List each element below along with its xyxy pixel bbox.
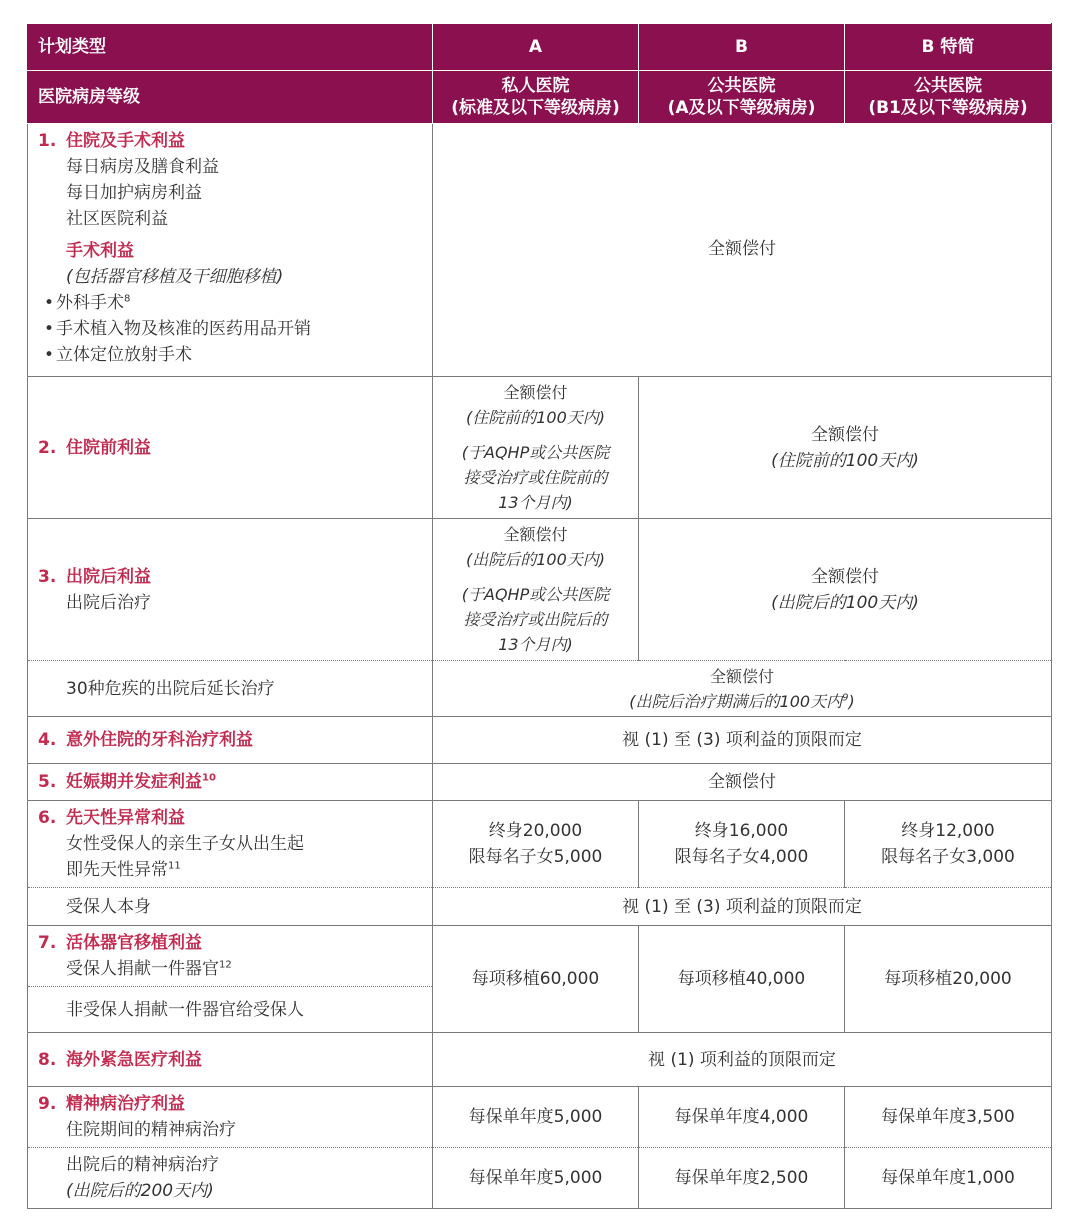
benefit-1-item: 社区医院利益 bbox=[66, 209, 168, 229]
value-line: 终身20,000 bbox=[488, 821, 583, 841]
benefit-row-3 bbox=[28, 519, 1052, 661]
benefit-9b-plan-a: 每保单年度5,000 bbox=[433, 1148, 639, 1209]
footnote-sup: 9 bbox=[842, 692, 849, 704]
benefit-row-3b bbox=[28, 661, 1052, 717]
plan-type-label: 计划类型 bbox=[28, 24, 433, 71]
benefit-2-plan-a bbox=[433, 377, 639, 519]
value-sub: (出院后的100天内) bbox=[771, 592, 919, 613]
value-sub: (住院前的100天内) bbox=[465, 408, 606, 427]
value-sub bbox=[629, 692, 854, 711]
benefit-5-title: 妊娠期并发症利益 bbox=[66, 772, 202, 792]
benefit-3-plan-a bbox=[433, 519, 639, 661]
benefit-6b-label bbox=[28, 888, 433, 926]
value-sub-text: (出院后治疗期满后的100天内 bbox=[629, 691, 843, 711]
value-sub-end: ) bbox=[848, 691, 855, 711]
benefit-9-title: 精神病治疗利益 bbox=[66, 1094, 185, 1114]
ward-level-label: 医院病房等级 bbox=[28, 71, 433, 124]
benefit-7-title: 活体器官移植利益 bbox=[66, 933, 202, 953]
plan-b-ward-level: (A及以下等级病房) bbox=[667, 98, 816, 118]
benefit-7-item-text: 受保人捐献一件器官 bbox=[66, 959, 219, 979]
value-main: 全额偿付 bbox=[811, 566, 879, 587]
benefit-4-number: 4. bbox=[38, 730, 57, 750]
value-note: 接受治疗或出院后的 bbox=[463, 610, 608, 629]
value-line: 限每名子女3,000 bbox=[881, 847, 1015, 867]
benefit-9-plan-b: 每保单年度4,000 bbox=[639, 1087, 845, 1148]
benefit-6-item: 女性受保人的亲生子女从出生起 bbox=[66, 834, 304, 854]
value-line: 限每名子女5,000 bbox=[468, 847, 603, 867]
value-note: 13个月内) bbox=[498, 493, 573, 512]
benefit-2-title: 住院前利益 bbox=[66, 437, 151, 458]
value-note: 接受治疗或住院前的 bbox=[463, 468, 608, 487]
plan-a-ward-level: (标准及以下等级病房) bbox=[451, 98, 620, 118]
benefit-5-value: 全额偿付 bbox=[433, 764, 1052, 801]
benefit-7-plan-b-special: 每项移植20,000 bbox=[845, 926, 1052, 1033]
benefit-1-item: 每日病房及膳食利益 bbox=[66, 157, 219, 177]
benefit-9b-plan-b: 每保单年度2,500 bbox=[639, 1148, 845, 1209]
plan-a-header: A bbox=[433, 24, 639, 71]
benefit-3-number: 3. bbox=[38, 566, 57, 587]
footnote-sup: 11 bbox=[168, 860, 181, 872]
header-row-ward bbox=[28, 71, 1052, 124]
plan-b-special-hospital: 公共医院 bbox=[914, 76, 982, 96]
benefit-1-value: 全额偿付 bbox=[433, 124, 1052, 377]
plan-a-ward bbox=[433, 71, 639, 124]
benefit-3b-label bbox=[28, 661, 433, 717]
benefit-6-item-text: 即先天性异常 bbox=[66, 860, 168, 880]
benefit-1-label bbox=[28, 124, 433, 377]
value-note: 13个月内) bbox=[498, 635, 573, 654]
plan-a-hospital: 私人医院 bbox=[501, 76, 570, 96]
benefit-row-8 bbox=[28, 1033, 1052, 1087]
benefit-4-label bbox=[28, 717, 433, 764]
value-main: 全额偿付 bbox=[811, 424, 879, 445]
benefit-2-plan-b bbox=[639, 377, 1052, 519]
plan-b-hospital: 公共医院 bbox=[707, 76, 776, 96]
benefit-row-6b bbox=[28, 888, 1052, 926]
benefit-row-4 bbox=[28, 717, 1052, 764]
header-row-plan bbox=[28, 24, 1052, 71]
benefits-table bbox=[27, 23, 1052, 1209]
benefit-2-number: 2. bbox=[38, 437, 57, 458]
surgery-bullet-text: 外科手术 bbox=[56, 293, 124, 313]
benefit-7-number: 7. bbox=[38, 933, 57, 953]
benefit-9-plan-b-special: 每保单年度3,500 bbox=[845, 1087, 1052, 1148]
benefit-3-title: 出院后利益 bbox=[66, 566, 151, 587]
benefit-3b-value bbox=[433, 661, 1052, 717]
surgery-benefit-note: (包括器官移植及干细胞移植) bbox=[66, 267, 284, 287]
value-line: 终身16,000 bbox=[694, 821, 789, 841]
value-sub: (住院前的100天内) bbox=[771, 450, 919, 471]
benefit-9-number: 9. bbox=[38, 1094, 57, 1114]
benefit-6-plan-a bbox=[433, 801, 639, 888]
benefits-table-container bbox=[27, 23, 1051, 1209]
benefit-4-title: 意外住院的牙科治疗利益 bbox=[66, 730, 253, 750]
benefit-8-title: 海外紧急医疗利益 bbox=[66, 1049, 202, 1070]
benefit-9-item: 住院期间的精神病治疗 bbox=[66, 1120, 236, 1140]
benefit-8-value: 视 (1) 项利益的顶限而定 bbox=[433, 1033, 1052, 1087]
benefit-4-value: 视 (1) 至 (3) 项利益的顶限而定 bbox=[433, 717, 1052, 764]
benefit-row-5 bbox=[28, 764, 1052, 801]
surgery-benefit-title: 手术利益 bbox=[66, 241, 134, 261]
benefit-5-number: 5. bbox=[38, 772, 57, 792]
benefit-row-1 bbox=[28, 124, 1052, 377]
benefit-7b-label bbox=[28, 987, 433, 1033]
benefit-7-plan-a: 每项移植60,000 bbox=[433, 926, 639, 1033]
value-main: 全额偿付 bbox=[503, 525, 568, 544]
value-line: 限每名子女4,000 bbox=[674, 847, 809, 867]
benefit-9-label bbox=[28, 1087, 433, 1148]
benefit-2-label bbox=[28, 377, 433, 519]
benefit-5-label bbox=[28, 764, 433, 801]
value-note: (于AQHP或公共医院 bbox=[461, 443, 610, 462]
benefit-row-9 bbox=[28, 1087, 1052, 1148]
benefit-9b-label bbox=[28, 1148, 433, 1209]
plan-b-special-ward bbox=[845, 71, 1052, 124]
value-sub: (出院后的100天内) bbox=[465, 550, 606, 569]
benefit-6-label bbox=[28, 801, 433, 888]
benefit-6-number: 6. bbox=[38, 808, 57, 828]
benefit-7-plan-b: 每项移植40,000 bbox=[639, 926, 845, 1033]
value-main: 全额偿付 bbox=[709, 666, 774, 686]
benefit-row-9b bbox=[28, 1148, 1052, 1209]
benefit-7b-item: 非受保人捐献一件器官给受保人 bbox=[66, 999, 304, 1020]
benefit-3-plan-b bbox=[639, 519, 1052, 661]
value-note: (于AQHP或公共医院 bbox=[461, 585, 610, 604]
footnote-sup: 8 bbox=[124, 293, 131, 305]
benefit-7-label bbox=[28, 926, 433, 987]
surgery-bullet bbox=[38, 290, 426, 316]
benefit-7-item bbox=[38, 956, 426, 982]
benefit-6-plan-b bbox=[639, 801, 845, 888]
benefit-3-item: 出院后治疗 bbox=[66, 592, 151, 613]
plan-b-header: B bbox=[639, 24, 845, 71]
benefit-6-item bbox=[38, 857, 426, 883]
footnote-sup: 12 bbox=[219, 959, 232, 971]
benefit-6b-value: 视 (1) 至 (3) 项利益的顶限而定 bbox=[433, 888, 1052, 926]
value-line: 终身12,000 bbox=[901, 821, 995, 841]
footnote-sup: 10 bbox=[202, 772, 216, 784]
benefit-6-title: 先天性异常利益 bbox=[66, 808, 185, 828]
benefit-3-label bbox=[28, 519, 433, 661]
benefit-3b-item: 30种危疾的出院后延长治疗 bbox=[66, 678, 275, 699]
value-main: 全额偿付 bbox=[503, 383, 568, 402]
benefit-row-7 bbox=[28, 926, 1052, 987]
benefit-1-item: 每日加护病房利益 bbox=[66, 183, 202, 203]
benefit-9b-note: (出院后的200天内) bbox=[66, 1181, 214, 1201]
plan-b-ward bbox=[639, 71, 845, 124]
benefit-8-number: 8. bbox=[38, 1049, 57, 1070]
benefit-9-plan-a: 每保单年度5,000 bbox=[433, 1087, 639, 1148]
benefit-1-title: 住院及手术利益 bbox=[66, 131, 185, 151]
benefit-6b-item: 受保人本身 bbox=[66, 896, 151, 917]
benefit-row-6 bbox=[28, 801, 1052, 888]
surgery-bullet: • 手术植入物及核准的医药用品开销 bbox=[38, 316, 426, 342]
benefit-6-plan-b-special bbox=[845, 801, 1052, 888]
benefit-1-number: 1. bbox=[38, 131, 57, 151]
plan-b-special-header: B 特简 bbox=[845, 24, 1052, 71]
surgery-bullet: • 立体定位放射手术 bbox=[38, 342, 426, 368]
benefit-9b-plan-b-special: 每保单年度1,000 bbox=[845, 1148, 1052, 1209]
plan-b-special-ward-level: (B1及以下等级病房) bbox=[868, 98, 1028, 118]
benefit-9b-item: 出院后的精神病治疗 bbox=[66, 1155, 219, 1175]
benefit-row-2 bbox=[28, 377, 1052, 519]
benefit-8-label bbox=[28, 1033, 433, 1087]
